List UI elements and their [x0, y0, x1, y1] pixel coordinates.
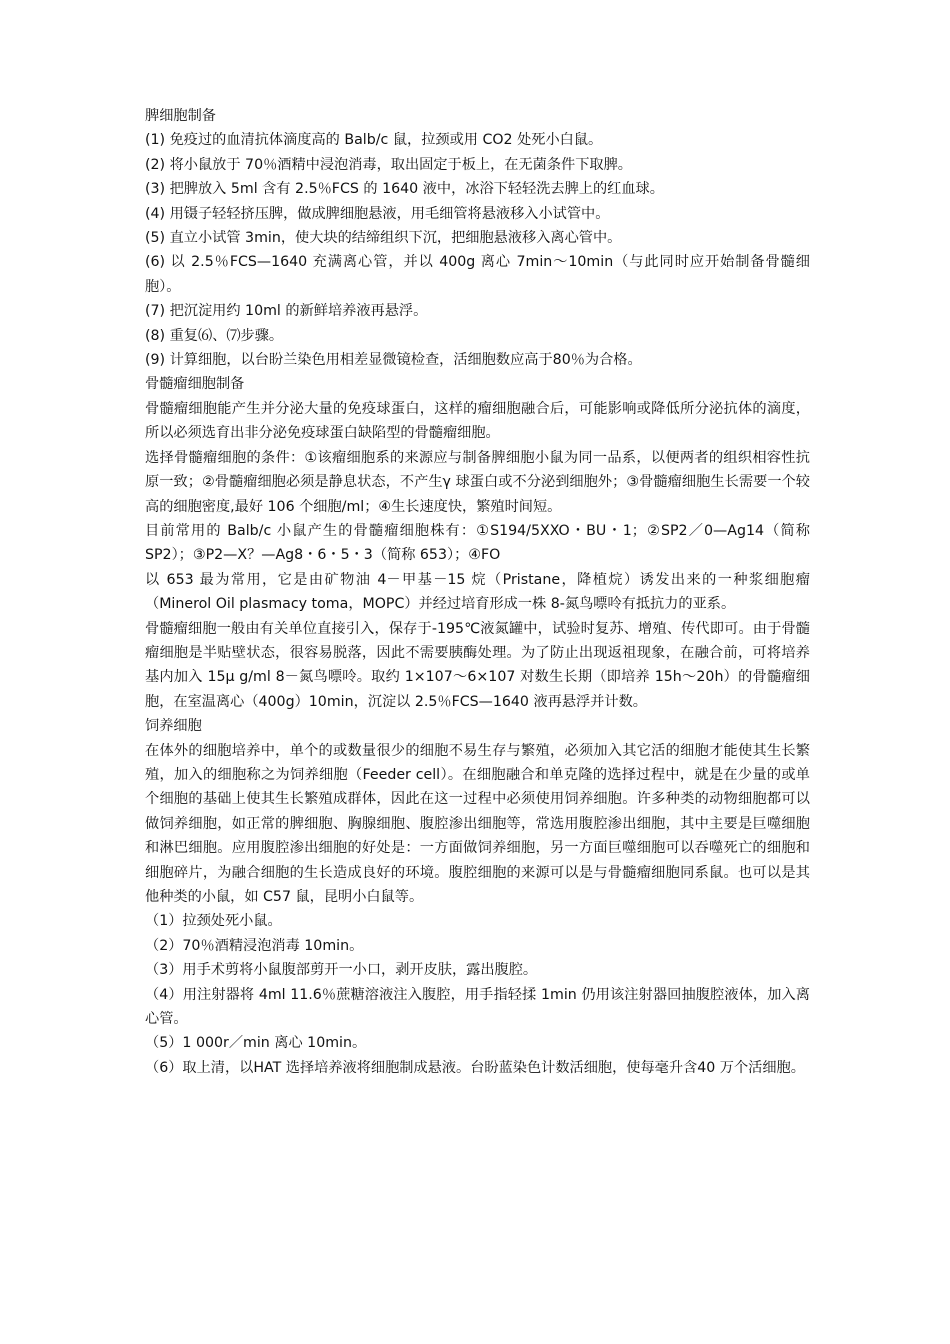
myeloma-paragraph-1: 骨髓瘤细胞能产生并分泌大量的免疫球蛋白，这样的瘤细胞融合后，可能影响或降低所分泌抗体的滴度，所以必须选育出非分泌免疫球蛋白缺陷型的骨髓瘤细胞。: [145, 400, 810, 442]
section-title-spleen: 脾细胞制备: [145, 108, 216, 124]
feeder-step-4: （4）用注射器将 4ml 11.6％蔗糖溶液注入腹腔，用手指轻揉 1min 仍用该注射器回抽腹腔液体，加入离心管。: [145, 986, 810, 1028]
spleen-step-2: (2) 将小鼠放于 70％酒精中浸泡消毒，取出固定于板上，在无菌条件下取脾。: [145, 156, 632, 173]
feeder-step-1: （1）拉颈处死小鼠。: [145, 913, 282, 930]
feeder-paragraph: 在体外的细胞培养中，单个的或数量很少的细胞不易生存与繁殖，必须加入其它活的细胞才能使其生长繁殖，加入的细胞称之为饲养细胞（Feeder cell）。在细胞融合和单克隆的选择过程中，就是在少量的或单个细胞的基础上使其生长繁殖成群体，因此在这一过程中必须使用饲养细胞。许多种类的动物细胞都可以做饲养细胞，如正常的脾细胞、胸腺细胞、腹腔渗出细胞等，常选用腹腔渗出细胞，其中主要是巨噬细胞和淋巴细胞。应用腹腔渗出细胞的好处是：一方面做饲养细胞，另一方面巨噬细胞可以吞噬死亡的细胞和细胞碎片，为融合细胞的生长造成良好的环境。腹腔细胞的来源可以是与骨髓瘤细胞同系鼠。也可以是其他种类的小鼠，如 C57 鼠，昆明小白鼠等。: [145, 742, 810, 905]
myeloma-paragraph-5: 骨髓瘤细胞一般由有关单位直接引入，保存于-195℃液氮罐中，试验时复苏、增殖、传代即可。由于骨髓瘤细胞是半贴壁状态，很容易脱落，因此不需要胰酶处理。为了防止出现返祖现象，在融合前，可将培养基内加入 15μ g/ml 8－氮鸟嘌呤。取约 1×107～6×107 对数生长期（即培养 15h～20h）的骨髓瘤细胞，在室温离心（400g）10min，沉淀以 2.5％FCS—1640 液再悬浮并计数。: [145, 620, 810, 710]
spleen-step-5: (5) 直立小试管 3min，使大块的结缔组织下沉，把细胞悬液移入离心管中。: [145, 230, 622, 247]
myeloma-paragraph-3: 目前常用的 Balb/c 小鼠产生的骨髓瘤细胞株有：①S194/5XXO・BU・1；②SP2／0—Ag14（简称 SP2）；③P2—X？—Ag8・6・5・3（简称 653）；④FO: [145, 522, 810, 564]
section-title-myeloma: 骨髓瘤细胞制备: [145, 376, 245, 393]
myeloma-paragraph-2: 选择骨髓瘤细胞的条件：①该瘤细胞系的来源应与制备脾细胞小鼠为同一品系，以便两者的组织相容性抗原一致；②骨髓瘤细胞必须是静息状态，不产生γ 球蛋白或不分泌到细胞外；③骨髓瘤细胞生长需要一个较高的细胞密度,最好 106 个细胞/ml；④生长速度快，繁殖时间短。: [145, 449, 810, 515]
spleen-step-3: (3) 把脾放入 5ml 含有 2.5％FCS 的 1640 液中，冰浴下轻轻洗去脾上的红血球。: [145, 181, 664, 198]
section-title-feeder: 饲养细胞: [145, 718, 202, 735]
spleen-step-4: (4) 用镊子轻轻挤压脾，做成脾细胞悬液，用毛细管将悬液移入小试管中。: [145, 205, 610, 222]
spleen-step-7: (7) 把沉淀用约 10ml 的新鲜培养液再悬浮。: [145, 303, 428, 320]
spleen-step-8: (8) 重复⑹、⑺步骤。: [145, 327, 284, 344]
feeder-step-2: （2）70％酒精浸泡消毒 10min。: [145, 937, 364, 954]
spleen-step-6: (6) 以 2.5％FCS—1640 充满离心管，并以 400g 离心 7min～10min（与此同时应开始制备骨髓细胞）。: [145, 254, 810, 295]
myeloma-paragraph-4: 以 653 最为常用，它是由矿物油 4－甲基－15 烷（Pristane，降植烷）诱发出来的一种浆细胞瘤（Minerol Oil plasmacy toma，MOPC）并经过培育形成一株 8-氮鸟嘌呤有抵抗力的亚系。: [145, 571, 810, 613]
document-body: [145, 104, 810, 1080]
feeder-step-3: （3）用手术剪将小鼠腹部剪开一小口，剥开皮肤，露出腹腔。: [145, 962, 538, 979]
feeder-step-6: （6）取上清，以HAT 选择培养液将细胞制成悬液。台盼蓝染色计数活细胞，使每毫升含40 万个活细胞。: [145, 1059, 805, 1076]
spleen-step-1: (1) 免疫过的血清抗体滴度高的 Balb/c 鼠，拉颈或用 CO2 处死小白鼠。: [145, 132, 603, 149]
spleen-step-9: (9) 计算细胞，以台盼兰染色用相差显微镜检查，活细胞数应高于80％为合格。: [145, 352, 642, 369]
feeder-step-5: （5）1 000r／min 离心 10min。: [145, 1035, 367, 1052]
